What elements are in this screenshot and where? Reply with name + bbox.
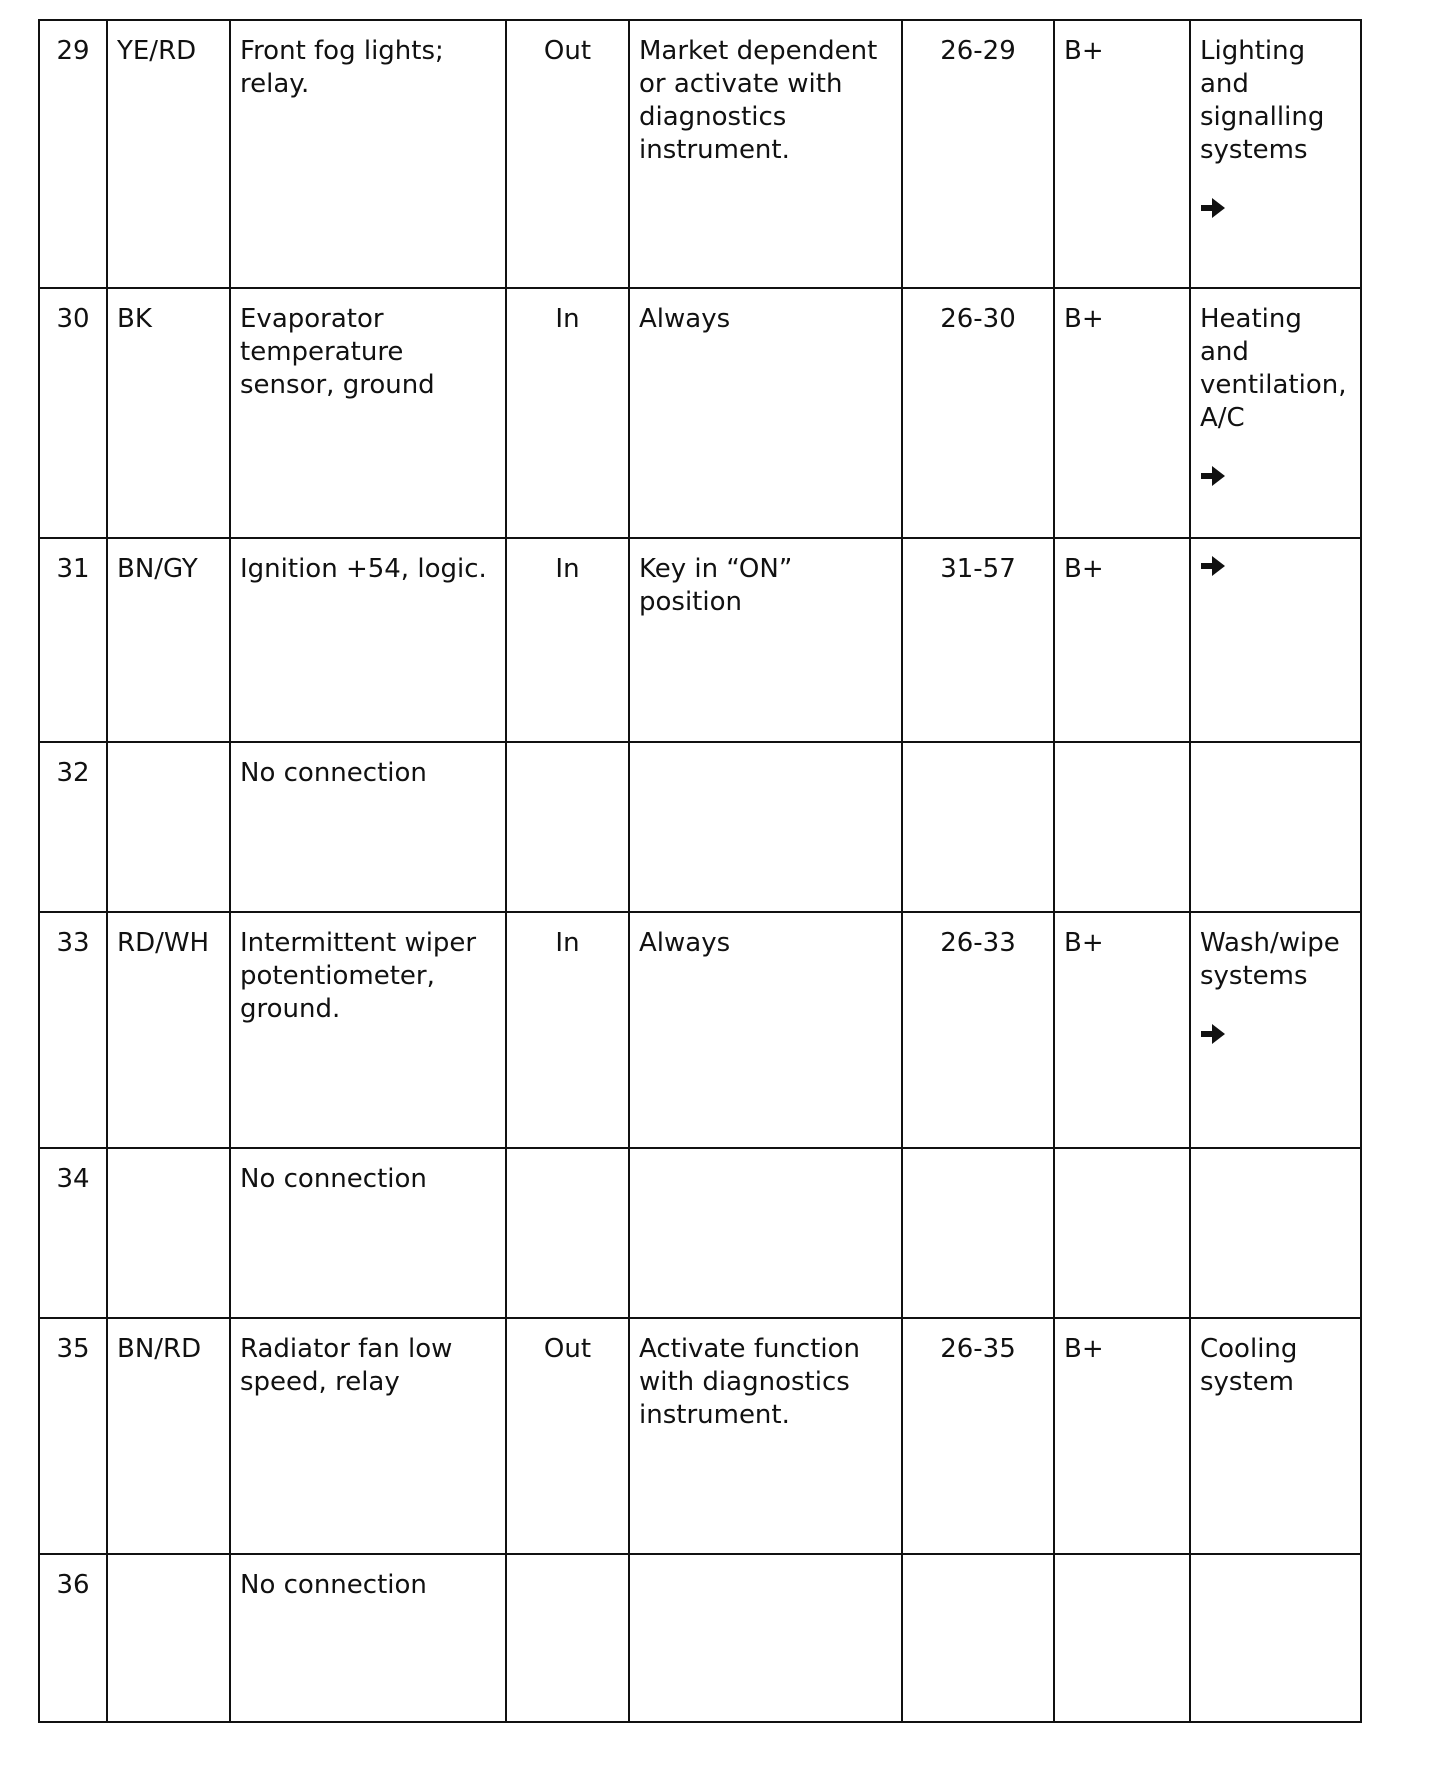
pin-function: Evaporator temperature sensor, ground: [230, 288, 506, 538]
pin-function: No connection: [230, 742, 506, 912]
system-reference-text: Wash/wipe systems: [1200, 928, 1340, 991]
pin-number: 34: [39, 1148, 107, 1318]
table-row: [39, 538, 1361, 742]
signal-direction: [506, 1148, 629, 1318]
measure-points: [902, 742, 1054, 912]
pin-function: No connection: [230, 1554, 506, 1722]
right-arrow-icon[interactable]: [1200, 1023, 1226, 1045]
test-condition: Key in “ON” position: [629, 538, 902, 742]
right-arrow-icon[interactable]: [1200, 555, 1226, 577]
test-condition: Activate function with diagnostics instrument.: [629, 1318, 902, 1554]
test-condition: Market dependent or activate with diagnostics instrument.: [629, 20, 902, 288]
system-reference: [1190, 288, 1361, 538]
table-row: [39, 1318, 1361, 1554]
signal-direction: Out: [506, 20, 629, 288]
wire-color: YE/RD: [107, 20, 230, 288]
reference-value: [1054, 1554, 1190, 1722]
right-arrow-icon[interactable]: [1200, 197, 1226, 219]
test-condition: [629, 1148, 902, 1318]
pin-function: Front fog lights; relay.: [230, 20, 506, 288]
signal-direction: Out: [506, 1318, 629, 1554]
system-reference: [1190, 912, 1361, 1148]
system-reference: [1190, 1318, 1361, 1554]
measure-points: [902, 1554, 1054, 1722]
signal-direction: [506, 1554, 629, 1722]
table-row: [39, 742, 1361, 912]
reference-value: B+: [1054, 1318, 1190, 1554]
pin-number: 31: [39, 538, 107, 742]
system-reference: [1190, 742, 1361, 912]
measure-points: [902, 1148, 1054, 1318]
measure-points: 26-33: [902, 912, 1054, 1148]
system-reference: [1190, 538, 1361, 742]
test-condition: [629, 742, 902, 912]
pin-number: 33: [39, 912, 107, 1148]
system-reference-text: Heating and ventilation, A/C: [1200, 304, 1347, 433]
wire-color: [107, 742, 230, 912]
signal-direction: [506, 742, 629, 912]
test-condition: Always: [629, 912, 902, 1148]
reference-value: B+: [1054, 20, 1190, 288]
pin-number: 32: [39, 742, 107, 912]
wire-color: [107, 1554, 230, 1722]
wire-color: BN/GY: [107, 538, 230, 742]
reference-value: B+: [1054, 288, 1190, 538]
measure-points: 26-30: [902, 288, 1054, 538]
pin-number: 36: [39, 1554, 107, 1722]
signal-direction: In: [506, 288, 629, 538]
signal-direction: In: [506, 538, 629, 742]
table-row: [39, 1148, 1361, 1318]
system-reference: [1190, 1554, 1361, 1722]
measure-points: 31-57: [902, 538, 1054, 742]
measure-points: 26-29: [902, 20, 1054, 288]
table-row: [39, 1554, 1361, 1722]
pin-number: 35: [39, 1318, 107, 1554]
right-arrow-icon[interactable]: [1200, 465, 1226, 487]
pin-function: Ignition +54, logic.: [230, 538, 506, 742]
wire-color: [107, 1148, 230, 1318]
wire-color: BK: [107, 288, 230, 538]
pin-table: [38, 19, 1362, 1723]
reference-value: B+: [1054, 912, 1190, 1148]
signal-direction: In: [506, 912, 629, 1148]
test-condition: Always: [629, 288, 902, 538]
test-condition: [629, 1554, 902, 1722]
system-reference: [1190, 1148, 1361, 1318]
system-reference-text: Cooling system: [1200, 1334, 1298, 1397]
measure-points: 26-35: [902, 1318, 1054, 1554]
pin-function: Intermittent wiper potentiometer, ground.: [230, 912, 506, 1148]
pin-number: 29: [39, 20, 107, 288]
reference-value: [1054, 1148, 1190, 1318]
wire-color: RD/WH: [107, 912, 230, 1148]
wire-color: BN/RD: [107, 1318, 230, 1554]
system-reference-text: Lighting and signalling systems: [1200, 36, 1325, 165]
reference-value: B+: [1054, 538, 1190, 742]
table-row: [39, 20, 1361, 288]
pin-function: No connection: [230, 1148, 506, 1318]
reference-value: [1054, 742, 1190, 912]
table-row: [39, 912, 1361, 1148]
table-row: [39, 288, 1361, 538]
pin-number: 30: [39, 288, 107, 538]
pin-function: Radiator fan low speed, relay: [230, 1318, 506, 1554]
system-reference: [1190, 20, 1361, 288]
